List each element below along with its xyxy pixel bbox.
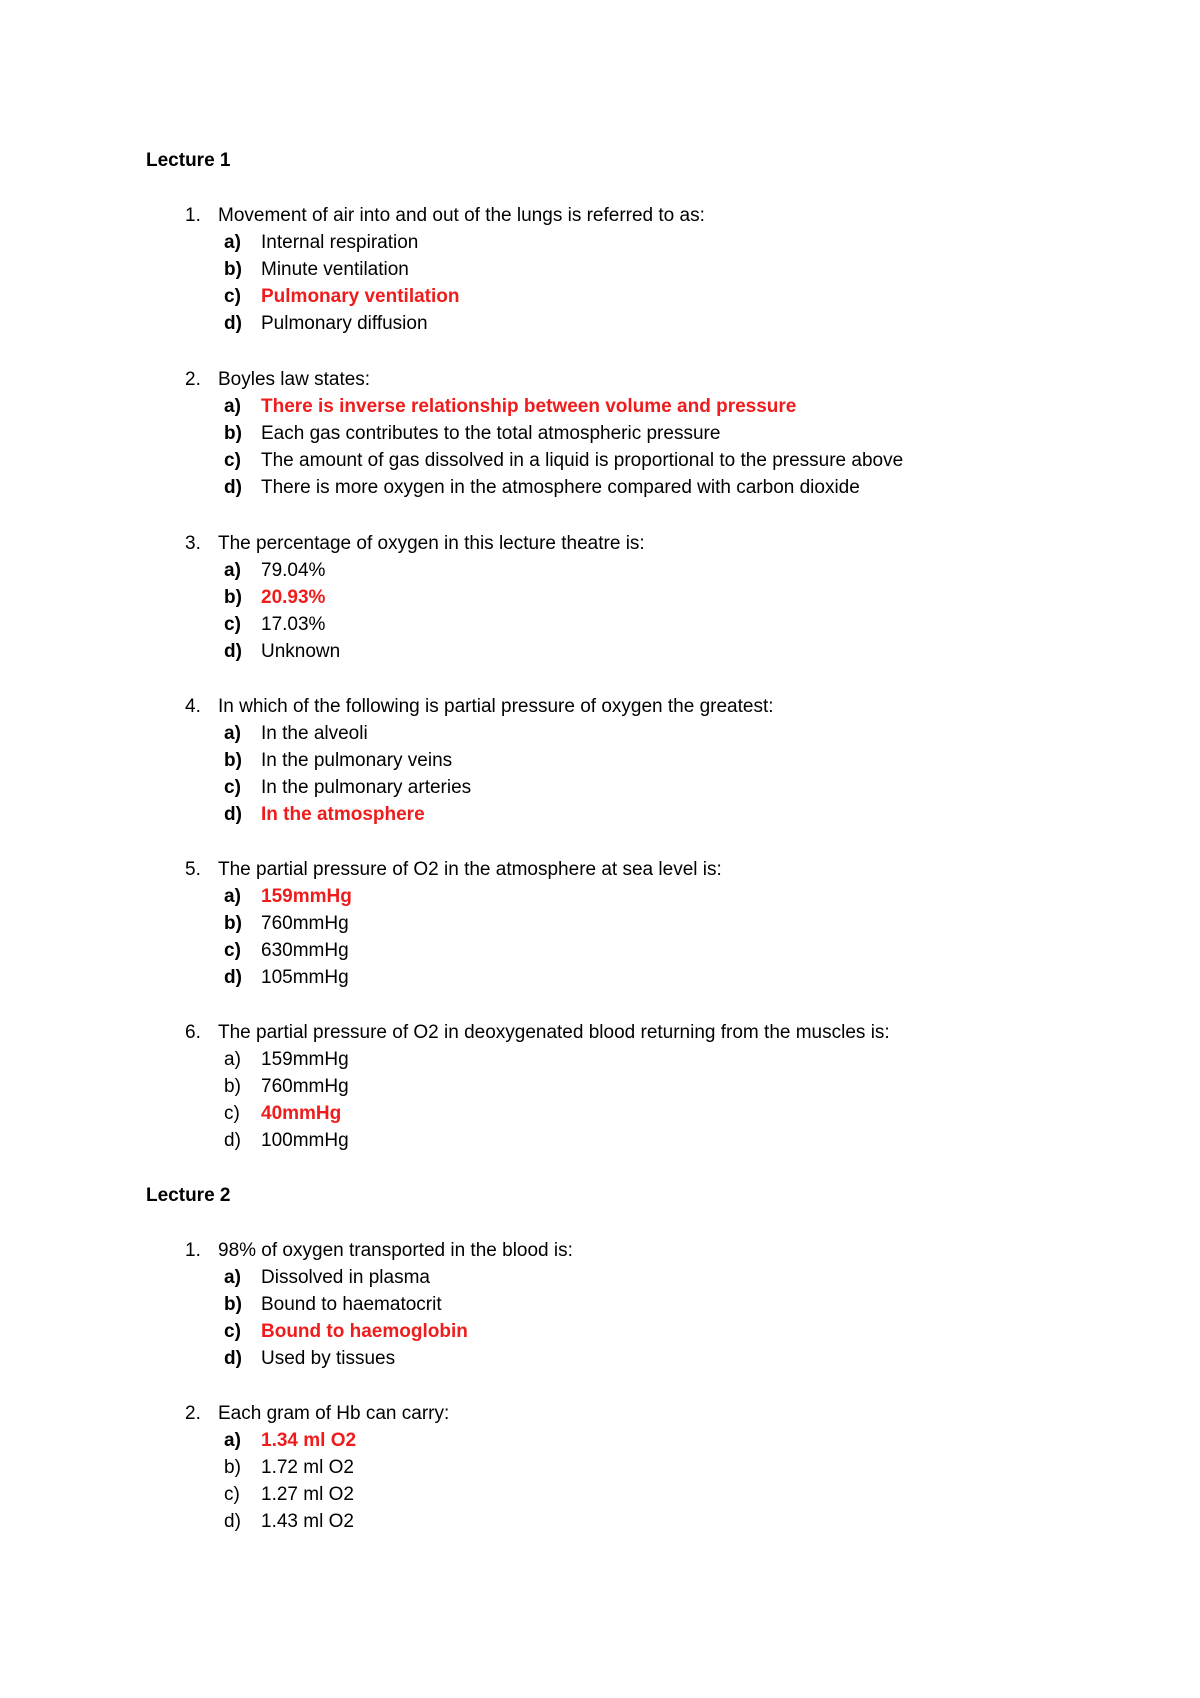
- question-number: 4.: [185, 696, 201, 717]
- option-d: [0, 313, 1200, 337]
- option-text-correct: 1.34 ml O2: [261, 1430, 357, 1451]
- question-number: 2.: [185, 369, 201, 390]
- option-letter: b): [224, 423, 242, 444]
- option-text: 105mmHg: [261, 967, 349, 988]
- option-text-correct: 159mmHg: [261, 886, 352, 907]
- option-text: 1.27 ml O2: [261, 1484, 354, 1505]
- option-d: [0, 804, 1200, 828]
- option-letter: d): [224, 804, 242, 825]
- option-text: Each gas contributes to the total atmospheric pressure: [261, 423, 721, 444]
- option-text-correct: Bound to haemoglobin: [261, 1321, 468, 1342]
- option-a: [0, 560, 1200, 584]
- option-c: [0, 1484, 1200, 1508]
- option-letter: c): [224, 1484, 240, 1505]
- option-d: [0, 1348, 1200, 1372]
- option-a: [0, 1267, 1200, 1291]
- lecture-title: Lecture 1: [146, 150, 231, 171]
- option-text: Internal respiration: [261, 232, 419, 253]
- option-letter: b): [224, 1294, 242, 1315]
- question-number: 1.: [185, 205, 201, 226]
- question-text: Movement of air into and out of the lungs is referred to as:: [218, 205, 705, 226]
- option-letter: c): [224, 1103, 240, 1124]
- question-text: Each gram of Hb can carry:: [218, 1403, 450, 1424]
- option-d: [0, 1130, 1200, 1154]
- option-text-correct: 20.93%: [261, 587, 326, 608]
- option-letter: a): [224, 1430, 241, 1451]
- option-letter: d): [224, 313, 242, 334]
- option-c: [0, 777, 1200, 801]
- option-c: [0, 286, 1200, 310]
- option-b: [0, 259, 1200, 283]
- option-a: [0, 396, 1200, 420]
- option-letter: c): [224, 777, 241, 798]
- question-text: Boyles law states:: [218, 369, 371, 390]
- option-text-correct: Pulmonary ventilation: [261, 286, 460, 307]
- option-text: 630mmHg: [261, 940, 349, 961]
- option-c: [0, 1321, 1200, 1345]
- option-c: [0, 1103, 1200, 1127]
- option-text: Dissolved in plasma: [261, 1267, 430, 1288]
- option-letter: b): [224, 913, 242, 934]
- option-letter: a): [224, 886, 241, 907]
- option-text: 17.03%: [261, 614, 326, 635]
- option-d: [0, 967, 1200, 991]
- option-b: [0, 1076, 1200, 1100]
- option-letter: d): [224, 641, 242, 662]
- option-a: [0, 1049, 1200, 1073]
- option-b: [0, 913, 1200, 937]
- option-letter: a): [224, 396, 241, 417]
- option-text: There is more oxygen in the atmosphere compared with carbon dioxide: [261, 477, 860, 498]
- option-letter: c): [224, 450, 241, 471]
- option-b: [0, 1457, 1200, 1481]
- option-a: [0, 1430, 1200, 1454]
- option-d: [0, 1511, 1200, 1535]
- question-text: The partial pressure of O2 in the atmosphere at sea level is:: [218, 859, 722, 880]
- option-letter: b): [224, 259, 242, 280]
- option-letter: d): [224, 967, 242, 988]
- option-c: [0, 614, 1200, 638]
- option-text: Pulmonary diffusion: [261, 313, 428, 334]
- question-number: 3.: [185, 533, 201, 554]
- question-text: 98% of oxygen transported in the blood is:: [218, 1240, 573, 1261]
- option-letter: b): [224, 1457, 241, 1478]
- option-letter: c): [224, 614, 241, 635]
- option-b: [0, 1294, 1200, 1318]
- option-letter: d): [224, 477, 242, 498]
- option-letter: b): [224, 1076, 241, 1097]
- option-b: [0, 587, 1200, 611]
- option-letter: d): [224, 1348, 242, 1369]
- option-b: [0, 750, 1200, 774]
- option-a: [0, 886, 1200, 910]
- option-b: [0, 423, 1200, 447]
- option-text: Bound to haematocrit: [261, 1294, 442, 1315]
- option-a: [0, 723, 1200, 747]
- option-letter: d): [224, 1130, 241, 1151]
- option-text: The amount of gas dissolved in a liquid is proportional to the pressure above: [261, 450, 904, 471]
- option-text: In the pulmonary arteries: [261, 777, 472, 798]
- option-d: [0, 641, 1200, 665]
- option-letter: a): [224, 723, 241, 744]
- option-text: 1.72 ml O2: [261, 1457, 354, 1478]
- option-letter: b): [224, 587, 242, 608]
- option-text: 159mmHg: [261, 1049, 349, 1070]
- option-text-correct: There is inverse relationship between volume and pressure: [261, 396, 797, 417]
- option-letter: c): [224, 1321, 241, 1342]
- option-text: 1.43 ml O2: [261, 1511, 354, 1532]
- option-c: [0, 940, 1200, 964]
- option-text: 760mmHg: [261, 913, 349, 934]
- question-text: The partial pressure of O2 in deoxygenated blood returning from the muscles is:: [218, 1022, 890, 1043]
- question-text: In which of the following is partial pressure of oxygen the greatest:: [218, 696, 774, 717]
- question-number: 1.: [185, 1240, 201, 1261]
- option-text: In the alveoli: [261, 723, 368, 744]
- question-text: The percentage of oxygen in this lecture theatre is:: [218, 533, 645, 554]
- option-d: [0, 477, 1200, 501]
- option-text: Used by tissues: [261, 1348, 396, 1369]
- option-letter: a): [224, 560, 241, 581]
- option-letter: a): [224, 232, 241, 253]
- option-letter: c): [224, 286, 241, 307]
- option-text-correct: In the atmosphere: [261, 804, 425, 825]
- option-text: Minute ventilation: [261, 259, 409, 280]
- option-letter: a): [224, 1267, 241, 1288]
- option-letter: d): [224, 1511, 241, 1532]
- question-number: 2.: [185, 1403, 201, 1424]
- option-a: [0, 232, 1200, 256]
- option-text: In the pulmonary veins: [261, 750, 453, 771]
- option-letter: a): [224, 1049, 241, 1070]
- option-c: [0, 450, 1200, 474]
- option-text: 760mmHg: [261, 1076, 349, 1097]
- option-text: 79.04%: [261, 560, 326, 581]
- option-letter: c): [224, 940, 241, 961]
- option-text: 100mmHg: [261, 1130, 349, 1151]
- lecture-title: Lecture 2: [146, 1185, 231, 1206]
- option-letter: b): [224, 750, 242, 771]
- question-number: 5.: [185, 859, 201, 880]
- option-text: Unknown: [261, 641, 341, 662]
- option-text-correct: 40mmHg: [261, 1103, 342, 1124]
- question-number: 6.: [185, 1022, 201, 1043]
